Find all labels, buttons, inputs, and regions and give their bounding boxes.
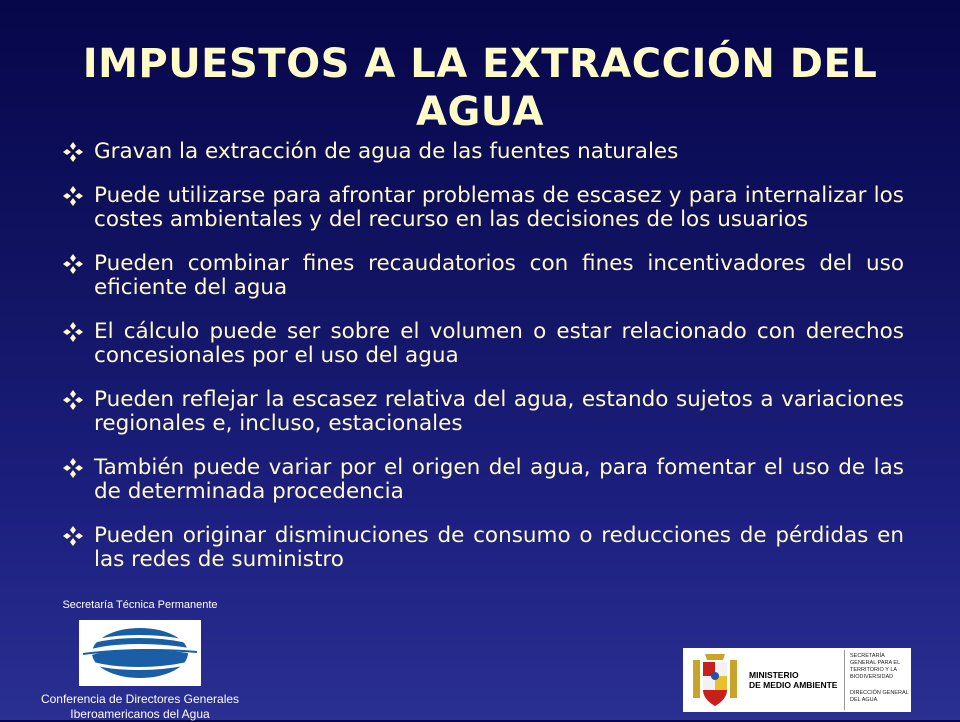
slide-title: IMPUESTOS A LA EXTRACCIÓN DEL AGUA <box>82 41 878 135</box>
conference-branding <box>30 598 250 722</box>
footer-conference-name <box>30 692 250 722</box>
coat-of-arms-icon <box>687 650 743 710</box>
diamond-bullet-icon <box>62 141 84 163</box>
bullet-text: Pueden combinar fines recaudatorios con fines incentivadores del uso eficiente del agua <box>94 251 904 300</box>
conference-logo <box>79 620 201 686</box>
diamond-bullet-icon <box>62 457 84 479</box>
footer-secretaria-label: Secretaría Técnica Permanente <box>62 599 218 611</box>
ministry-name-line2: DE MEDIO AMBIENTE <box>749 680 838 690</box>
diamond-bullet-icon <box>62 389 84 411</box>
secretaria-general-label: SECRETARÍA GENERAL PARA EL TERRITORIO Y LA BIODIVERSIDAD <box>850 653 900 680</box>
diamond-bullet-icon <box>62 185 84 207</box>
bullet-list <box>62 140 904 592</box>
bullet-text: Pueden reflejar la escasez relativa del agua, estando sujetos a variaciones regionales e, incluso, estacionales <box>94 387 904 436</box>
diamond-bullet-icon <box>62 253 84 275</box>
ministry-departments <box>844 650 911 710</box>
bullet-item <box>62 388 904 436</box>
bullet-text: También puede variar por el origen del agua, para fomentar el uso de las de determinada procedencia <box>94 455 904 504</box>
water-wave-logo-icon <box>79 620 201 686</box>
diamond-bullet-icon <box>62 525 84 547</box>
ministry-name-line1: MINISTERIO <box>749 670 799 680</box>
bullet-item <box>62 252 904 300</box>
ministry-logo <box>683 648 911 712</box>
bullet-text: El cálculo puede ser sobre el volumen o estar relacionado con derechos concesionales por el uso del agua <box>94 319 904 368</box>
ministry-name <box>743 670 844 690</box>
diamond-bullet-icon <box>62 321 84 343</box>
bullet-text: Pueden originar disminuciones de consumo o reducciones de pérdidas en las redes de suministro <box>94 523 904 572</box>
bullet-item <box>62 524 904 572</box>
bullet-item <box>62 456 904 504</box>
footer-conference-line2: Iberoamericanos del Agua <box>70 707 210 721</box>
direccion-general-label: DIRECCIÓN GENERAL DEL AGUA <box>850 690 909 703</box>
bullet-text: Gravan la extracción de agua de las fuentes naturales <box>94 139 679 164</box>
bullet-item <box>62 320 904 368</box>
footer-conference-line1: Conferencia de Directores Generales <box>40 692 240 706</box>
bullet-item <box>62 140 904 164</box>
bullet-text: Puede utilizarse para afrontar problemas de escasez y para internalizar los costes ambientales y del recurso en las decisiones de los usuarios <box>94 183 904 232</box>
bullet-item <box>62 184 904 232</box>
